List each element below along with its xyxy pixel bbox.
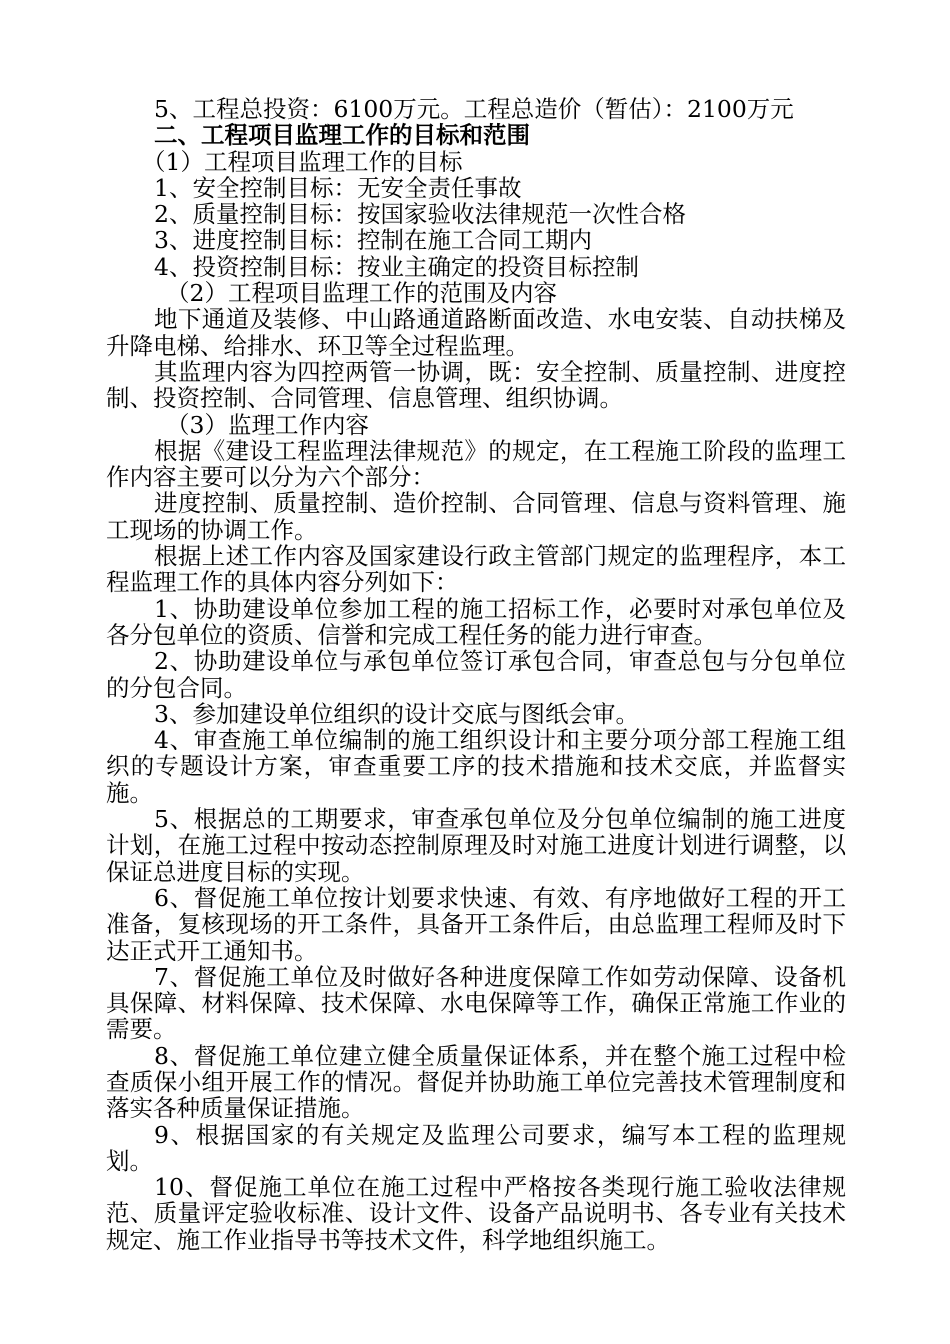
goal-item: 2、质量控制目标：按国家验收法律规范一次性合格: [154, 200, 686, 229]
investment-line: 5、工程总投资：6100万元。工程总造价（暂估）：2100万元: [154, 95, 794, 123]
subsection-title-goals: （1）工程项目监理工作的目标: [142, 147, 463, 176]
paragraph: 根据上述工作内容及国家建设行政主管部门规定的监理程序，本工程监理工作的具体内容分列如下：: [106, 542, 846, 597]
subsection-title-content: （3）监理工作内容: [166, 410, 369, 439]
list-item: 4、审查施工单位编制的施工组织设计和主要分项分部工程施工组织的专题设计方案，审查重要工序的技术措施和技术交底，并监督实施。: [106, 726, 846, 807]
paragraph: 根据《建设工程监理法律规范》的规定，在工程施工阶段的监理工作内容主要可以分为六个部分：: [106, 436, 846, 492]
goal-item: 1、安全控制目标：无安全责任事故: [154, 173, 522, 202]
list-item: 5、根据总的工期要求，审查承包单位及分包单位编制的施工进度计划，在施工过程中按动态控制原理及时对施工进度计划进行调整，以保证总进度目标的实现。: [106, 805, 846, 886]
document-body: [106, 96, 846, 1253]
list-item: 3、参加建设单位组织的设计交底与图纸会审。: [154, 699, 639, 728]
paragraph: 进度控制、质量控制、造价控制、合同管理、信息与资料管理、施工现场的协调工作。: [106, 489, 846, 544]
list-item: 2、协助建设单位与承包单位签订承包合同，审查总包与分包单位的分包合同。: [106, 647, 846, 702]
list-item: 7、督促施工单位及时做好各种进度保障工作如劳动保障、设备机具保障、材料保障、技术保障、水电保障等工作，确保正常施工作业的需要。: [106, 962, 846, 1044]
section-heading: 二、工程项目监理工作的目标和范围: [154, 121, 530, 150]
list-item: 9、根据国家的有关规定及监理公司要求，编写本工程的监理规划。: [106, 1120, 846, 1175]
goal-item: 3、进度控制目标：控制在施工合同工期内: [154, 226, 592, 255]
paragraph: 地下通道及装修、中山路通道路断面改造、水电安装、自动扶梯及升降电梯、给排水、环卫等全过程监理。: [106, 305, 846, 360]
subsection-title-scope: （2）工程项目监理工作的范围及内容: [166, 279, 557, 308]
paragraph: 其监理内容为四控两管一协调，既：安全控制、质量控制、进度控制、投资控制、合同管理、信息管理、组织协调。: [106, 357, 846, 413]
list-item: 1、协助建设单位参加工程的施工招标工作，必要时对承包单位及各分包单位的资质、信誉和完成工程任务的能力进行审查。: [106, 594, 846, 649]
list-item: 6、督促施工单位按计划要求快速、有效、有序地做好工程的开工准备，复核现场的开工条件，具备开工条件后，由总监理工程师及时下达正式开工通知书。: [106, 883, 846, 965]
list-item: 10、督促施工单位在施工过程中严格按各类现行施工验收法律规范、质量评定验收标准、设计文件、设备产品说明书、各专业有关技术规定、施工作业指导书等技术文件，科学地组织施工。: [106, 1173, 846, 1254]
list-item: 8、督促施工单位建立健全质量保证体系，并在整个施工过程中检查质保小组开展工作的情况。督促并协助施工单位完善技术管理制度和落实各种质量保证措施。: [106, 1041, 846, 1123]
goal-item: 4、投资控制目标：按业主确定的投资目标控制: [154, 252, 639, 281]
